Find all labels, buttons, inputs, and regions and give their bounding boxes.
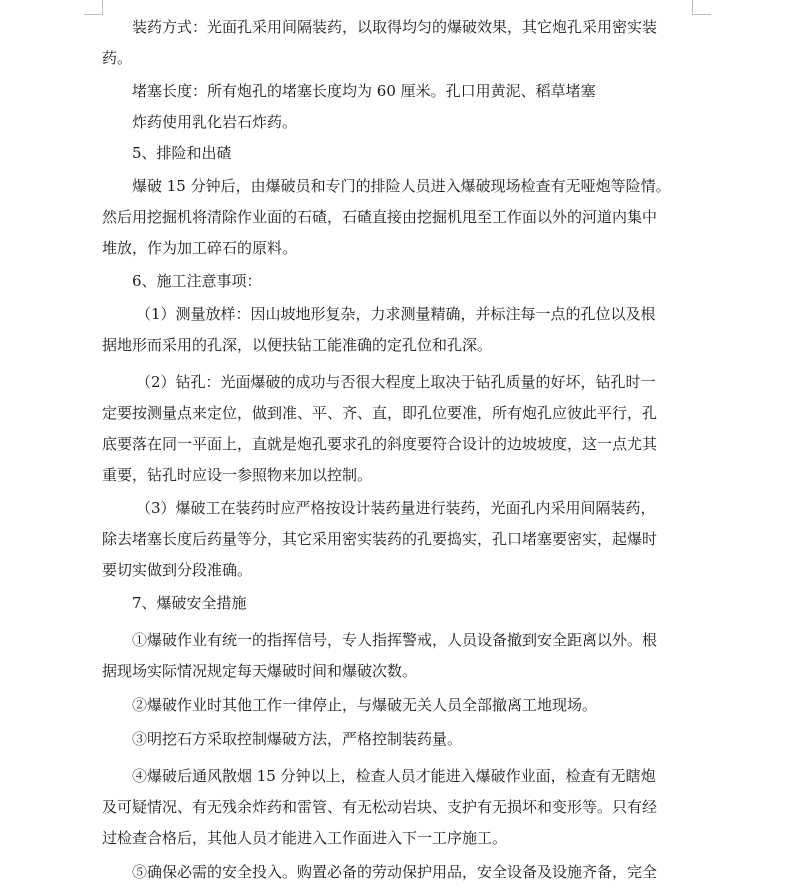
text-line: 5、排险和出碴 xyxy=(132,144,232,162)
text-line: 过检查合格后，其他人员才能进入工作面进入下一工序施工。 xyxy=(102,829,508,847)
text-line: ①爆破作业有统一的指挥信号，专人指挥警戒，人员设备撤到安全距离以外。根 xyxy=(132,631,658,649)
text-line: 据现场实际情况规定每天爆破时间和爆破次数。 xyxy=(102,662,418,680)
heading-section-6 xyxy=(102,266,694,297)
paragraph-explosive-type xyxy=(102,107,694,138)
paragraph-safety-2 xyxy=(102,690,694,721)
paragraph-survey-layout xyxy=(102,299,694,361)
text-line: 然后用挖掘机将清除作业面的石碴，石碴直接由挖掘机甩至工作面以外的河道内集中 xyxy=(102,208,658,226)
text-line: （3）爆破工在装药时应严格按设计装药量进行装药，光面孔内采用间隔装药， xyxy=(136,499,656,517)
text-line: 爆破 15 分钟后，由爆破员和专门的排险人员进入爆破现场检查有无哑炮等险情。 xyxy=(132,177,671,195)
text-line: 除去堵塞长度后药量等分，其它采用密实装药的孔要捣实，孔口堵塞要密实，起爆时 xyxy=(102,530,658,548)
text-line: （1）测量放样：因山坡地形复杂，力求测量精确，并标注每一点的孔位以及根 xyxy=(136,305,656,323)
text-line: ⑤确保必需的安全投入。购置必备的劳动保护用品，安全设备及设施齐备，完全 xyxy=(132,863,658,881)
text-line: （2）钻孔：光面爆破的成功与否很大程度上取决于钻孔质量的好坏，钻孔时一 xyxy=(136,373,656,391)
text-line: 重要，钻孔时应设一参照物来加以控制。 xyxy=(102,466,373,484)
text-line: 要切实做到分段准确。 xyxy=(102,561,253,579)
page-corner-mark-right xyxy=(692,0,711,15)
text-line: 及可疑情况、有无残余炸药和雷管、有无松动岩块、支护有无损坏和变形等。只有经 xyxy=(102,798,658,816)
text-line: 药。 xyxy=(102,49,133,67)
page-corner-mark-left xyxy=(84,0,103,15)
text-line: ②爆破作业时其他工作一律停止，与爆破无关人员全部撤离工地现场。 xyxy=(132,696,598,714)
text-line: 堵塞长度：所有炮孔的堵塞长度均为 60 厘米。孔口用黄泥、稻草堵塞 xyxy=(132,82,596,100)
text-line: 7、爆破安全措施 xyxy=(132,594,247,612)
paragraph-blasting-charge xyxy=(102,493,694,586)
paragraph-safety-5 xyxy=(102,857,694,888)
paragraph-charging-method xyxy=(102,12,694,74)
text-line: ④爆破后通风散烟 15 分钟以上，检查人员才能进入爆破作业面，检查有无瞎炮 xyxy=(132,767,656,785)
text-line: 6、施工注意事项： xyxy=(132,272,262,290)
paragraph-safety-4 xyxy=(102,761,694,854)
text-line: 炸药使用乳化岩石炸药。 xyxy=(132,113,298,131)
paragraph-safety-1 xyxy=(102,625,694,687)
text-line: 装药方式：光面孔采用间隔装药，以取得均匀的爆破效果，其它炮孔采用密实装 xyxy=(132,18,658,36)
heading-section-7 xyxy=(102,588,694,619)
text-line: 定要按测量点来定位，做到准、平、齐、直，即孔位要准，所有炮孔应彼此平行，孔 xyxy=(102,404,658,422)
text-line: 堆放，作为加工碎石的原料。 xyxy=(102,239,298,257)
text-line: 底要落在同一平面上，直就是炮孔要求孔的斜度要符合设计的边坡坡度，这一点尤其 xyxy=(102,435,658,453)
paragraph-stemming-length xyxy=(102,76,694,107)
heading-section-5 xyxy=(102,138,694,169)
document-page xyxy=(102,12,694,888)
paragraph-safety-3 xyxy=(102,724,694,755)
paragraph-drilling xyxy=(102,367,694,491)
text-line: 据地形而采用的孔深，以便扶钻工能准确的定孔位和孔深。 xyxy=(102,336,493,354)
paragraph-hazard-removal xyxy=(102,171,694,264)
text-line: ③明挖石方采取控制爆破方法，严格控制装药量。 xyxy=(132,730,463,748)
